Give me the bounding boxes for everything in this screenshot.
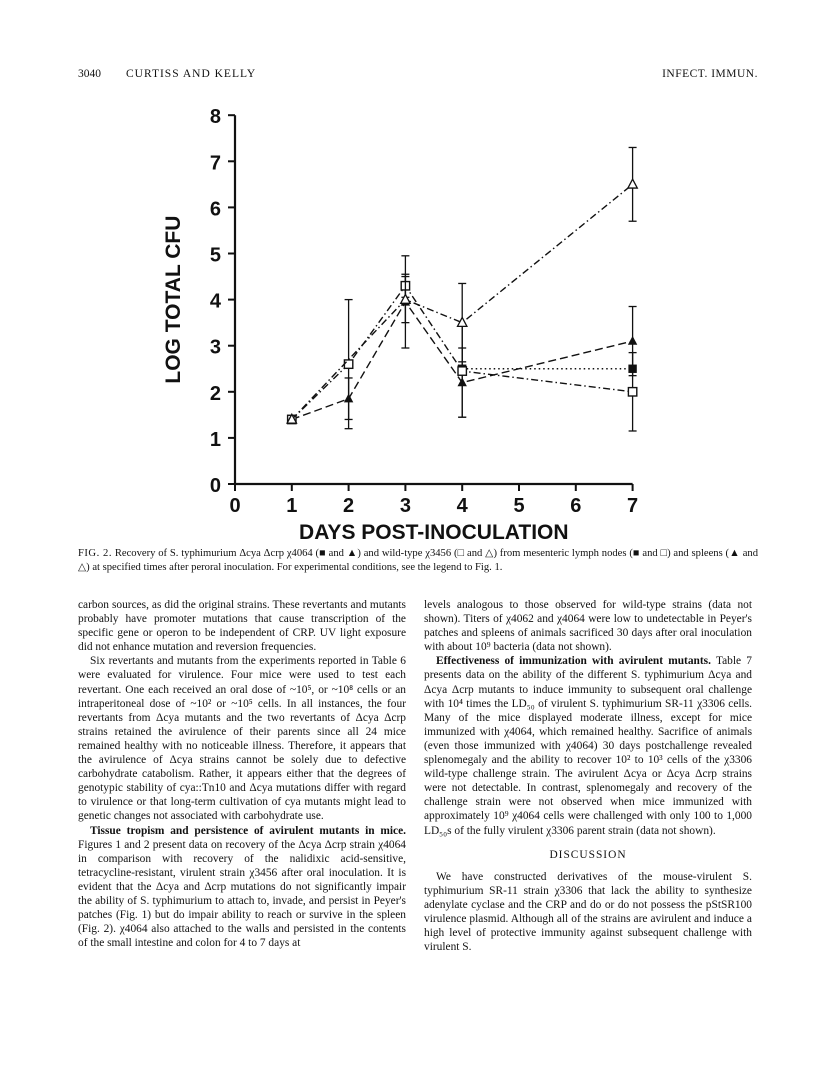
data-point <box>401 294 410 303</box>
page-number: 3040 <box>78 68 101 80</box>
paragraph-text: Table 7 presents data on the ability of the different S. typhimurium Δcya and Δcya Δcrp mutants to induce immunity to subsequent oral challenge with 10⁴ times the LD₅₀ of virulent S. typhimurium SR-11 χ3306 cells. Many of the mice displayed moderate illness, except for mice immunized with χ4064, which remained healthy. Sacrifice of animals (even those immunized with χ4064) 30 days postchallenge revealed splenomegaly and the ability to recover 10² to 10³ cells of the χ3306 wild-type challenge strain. The avirulent Δcya or Δcya Δcrp strains were not detectable. In contrast, splenomegaly and recovery of the challenge strain were not observed when mice immunized with approximately 10⁹ χ4064 cells were challenged with only 100 to 1,000 LD₅₀s of the fully virulent χ3306 parent strain (data not shown). <box>424 655 752 837</box>
data-point <box>458 367 466 375</box>
y-tick-label: 1 <box>209 428 221 451</box>
x-tick-label: 4 <box>456 495 468 517</box>
paragraph: levels analogous to those observed for wild-type strains (data not shown). Titers of χ4062 and χ4064 were low to undetectable in Peyer's patches and spleens of animals sacrificed 30 days after oral inoculation with about 10⁹ bacteria (data not shown). <box>424 599 752 654</box>
x-tick-label: 0 <box>229 495 241 517</box>
figure-2-chart <box>150 90 670 540</box>
x-tick-label: 1 <box>286 495 298 517</box>
data-point <box>628 336 637 345</box>
figure-caption <box>78 547 758 574</box>
x-tick-label: 2 <box>343 495 355 517</box>
paragraph: Six revertants and mutants from the experiments reported in Table 6 were evaluated for virulence. Four mice were used to test each revertant. One each received an oral dose of ~10⁵, or ~10⁸ cells or an intraperitoneal dose of ~10² or ~10⁵ cells. In all instances, the four revertants from Δcya mutants and the two revertants of Δcya Δcrp strains retained the avirulence of their parents since all 24 mice remained healthy with no noticeable illness. Therefore, it appears that the avirulence of Δcya strains cannot be solely due to defective carbohydrate catabolism. Rather, it appears either that the degrees of genotypic stability of cya::Tn10 and Δcya mutations differ with regard to virulence or that long-term cultivation of cya mutants might lead to genetic changes not associated with carbohydrate use. <box>78 655 406 823</box>
y-tick-label: 0 <box>209 475 221 497</box>
paragraph: carbon sources, as did the original strains. These revertants and mutants probably have promoter mutations that cause transcription of the specific gene or operon to be independent of CRP. UV light exposure did not enhance mutation and reversion frequencies. <box>78 599 406 654</box>
paragraph <box>424 654 752 837</box>
paragraph: We have constructed derivatives of the mouse-virulent S. typhimurium SR-11 strain χ3306 that lack the ability to synthesize adenylate cyclase and the CRP and do or do not possess the pStSR100 virulence plasmid. Although all of the strains are avirulent and induce a high level of protective immunity against subsequent challenge with virulent S. <box>424 870 752 954</box>
running-authors: CURTISS AND KELLY <box>126 68 257 80</box>
running-head <box>78 68 758 88</box>
right-column <box>424 598 752 954</box>
y-tick-label: 5 <box>209 244 221 267</box>
y-axis-label: LOG TOTAL CFU <box>162 215 185 384</box>
y-tick-label: 6 <box>209 198 221 221</box>
section-heading: DISCUSSION <box>549 848 627 861</box>
caption-text: Recovery of S. typhimurium Δcya Δcrp χ4064 (■ and ▲) and wild-type χ3456 (□ and △) from mesenteric lymph nodes (■ and □) and spleens (▲ and △) at specified times after peroral inoculation. For experimental conditions, see the legend to Fig. 1. <box>78 548 758 573</box>
data-point <box>628 388 636 396</box>
section-runin-title: Effectiveness of immunization with avirulent mutants. <box>436 655 711 668</box>
paragraph <box>78 824 406 951</box>
section-runin-title: Tissue tropism and persistence of avirulent mutants in mice. <box>90 824 406 837</box>
y-tick-label: 3 <box>209 336 221 359</box>
y-tick-label: 8 <box>209 106 221 129</box>
left-column <box>78 598 406 950</box>
data-point <box>628 179 637 188</box>
y-tick-label: 2 <box>209 382 221 405</box>
x-tick-label: 7 <box>627 495 639 517</box>
journal-name: INFECT. IMMUN. <box>662 68 758 80</box>
x-tick-label: 3 <box>399 495 411 517</box>
y-tick-label: 7 <box>209 152 221 175</box>
caption-label: FIG. 2. <box>78 548 112 559</box>
x-tick-label: 6 <box>570 495 582 517</box>
x-tick-label: 5 <box>513 495 525 517</box>
data-point <box>344 360 352 368</box>
y-tick-label: 4 <box>209 290 221 313</box>
x-axis-label: DAYS POST-INOCULATION <box>299 521 569 540</box>
paragraph-text: Figures 1 and 2 present data on recovery of the Δcya Δcrp strain χ4064 in comparison with recovery of the nalidixic acid-sensitive, tetracycline-resistant, virulent strain χ3456 after oral inoculation. It is evident that the Δcya and Δcrp mutations do not significantly impair the ability of S. typhimurium to attach to, invade, and persist in Peyer's patches (Fig. 1) but do impair ability to reach or survive in the spleen (Fig. 2). χ4064 also attached to the walls and persisted in the contents of the small intestine and colon for 4 to 7 days at <box>78 838 406 950</box>
